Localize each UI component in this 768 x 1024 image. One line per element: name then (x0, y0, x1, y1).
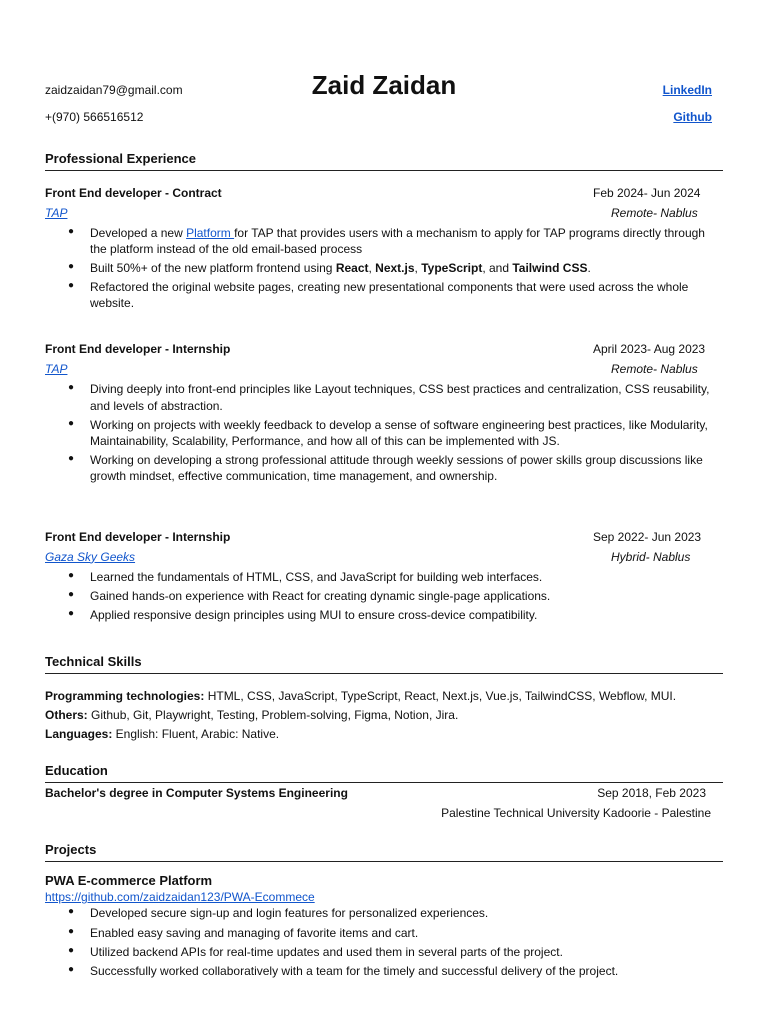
job-item (45, 185, 723, 312)
job-item (45, 529, 723, 624)
email-text: zaidzaidan79@gmail.com (45, 83, 183, 97)
job-location: Remote- Nablus (611, 205, 698, 220)
job-item (45, 341, 723, 484)
skills-programming: Programming technologies: HTML, CSS, JavaScript, TypeScript, React, Next.js, Vue.js, TailwindCSS, Webflow, MUI. (45, 688, 677, 703)
skills-languages: Languages: English: Fluent, Arabic: Native. (45, 727, 280, 742)
bullet-item: ● Enabled easy saving and managing of favorite items and cart. (90, 925, 723, 941)
company-link[interactable]: TAP (45, 205, 68, 220)
linkedin-link[interactable]: LinkedIn (662, 83, 712, 97)
resume-page (45, 0, 723, 982)
bullet-item: ● Working on developing a strong professional attitude through weekly sessions of power skills group discussions like growth mindset, effective communication, time management, and ownership. (90, 452, 723, 484)
bullet-item: ● Gained hands-on experience with React for creating dynamic single-page applications. (90, 588, 723, 604)
bullet-item: ● Learned the fundamentals of HTML, CSS, and JavaScript for building web interfaces. (90, 569, 723, 585)
job-location: Hybrid- Nablus (611, 549, 691, 564)
job-bullets (45, 381, 723, 484)
skills-others: Others: Github, Git, Playwright, Testing, Problem-solving, Figma, Notion, Jira. (45, 707, 459, 722)
job-location: Remote- Nablus (611, 362, 698, 377)
bullet-item: ● Utilized backend APIs for real-time updates and used them in several parts of the project. (90, 944, 723, 960)
job-role: Front End developer - Internship (45, 342, 231, 357)
job-role: Front End developer - Internship (45, 529, 231, 544)
job-dates: Sep 2022- Jun 2023 (593, 529, 702, 544)
bullet-item: ● Working on projects with weekly feedback to develop a sense of software engineering best practices, like Modularity, Maintainability, Scalability, Performance, and how all of this can be implemented with JS. (90, 417, 723, 449)
job-dates: Feb 2024- Jun 2024 (593, 185, 701, 200)
skills-title: Technical Skills (45, 653, 723, 674)
experience-section (45, 150, 723, 623)
platform-link[interactable]: Platform (186, 225, 235, 240)
project-url-link[interactable]: https://github.com/zaidzaidan123/PWA-Ecommece (45, 890, 315, 905)
projects-section (45, 841, 723, 979)
company-link[interactable]: Gaza Sky Geeks (45, 549, 136, 564)
projects-title: Projects (45, 841, 723, 862)
education-degree: Bachelor's degree in Computer Systems Engineering (45, 785, 348, 800)
project-name: PWA E-commerce Platform (45, 872, 213, 888)
bullet-item: ● Diving deeply into front-end principles like Layout techniques, CSS best practices and centralization, CSS reusability, and levels of abstraction. (90, 381, 723, 413)
bullet-item: ● Built 50%+ of the new platform frontend using React, Next.js, TypeScript, and Tailwind CSS. (90, 260, 723, 276)
bullet-item: ● Developed secure sign-up and login features for personalized experiences. (90, 905, 723, 921)
bullet-item: ● Applied responsive design principles using MUI to ensure cross-device compatibility. (90, 607, 723, 623)
project-bullets (45, 905, 723, 979)
job-bullets (45, 569, 723, 624)
job-bullets (45, 225, 723, 312)
candidate-name: Zaid Zaidan (311, 70, 457, 100)
phone-text: +(970) 566516512 (45, 110, 144, 124)
github-link[interactable]: Github (673, 110, 712, 124)
education-section (45, 762, 723, 821)
bullet-item: ● Successfully worked collaboratively with a team for the timely and successful delivery of the project. (90, 963, 723, 979)
education-university: Palestine Technical University Kadoorie - Palestine (441, 806, 711, 821)
company-link[interactable]: TAP (45, 362, 68, 377)
job-dates: April 2023- Aug 2023 (593, 342, 706, 357)
experience-title: Professional Experience (45, 150, 723, 171)
job-role: Front End developer - Contract (45, 185, 222, 200)
education-dates: Sep 2018, Feb 2023 (597, 785, 706, 800)
bullet-item: ● Refactored the original website pages, creating new presentational components that were used across the whole website. (90, 279, 723, 311)
project-item (45, 872, 723, 979)
education-title: Education (45, 762, 723, 783)
resume-header (45, 0, 723, 150)
skills-section (45, 653, 723, 742)
bullet-item: ● Developed a new Platform for TAP that provides users with a mechanism to apply for TAP programs directly through the platform instead of the old email-based process (90, 225, 723, 257)
